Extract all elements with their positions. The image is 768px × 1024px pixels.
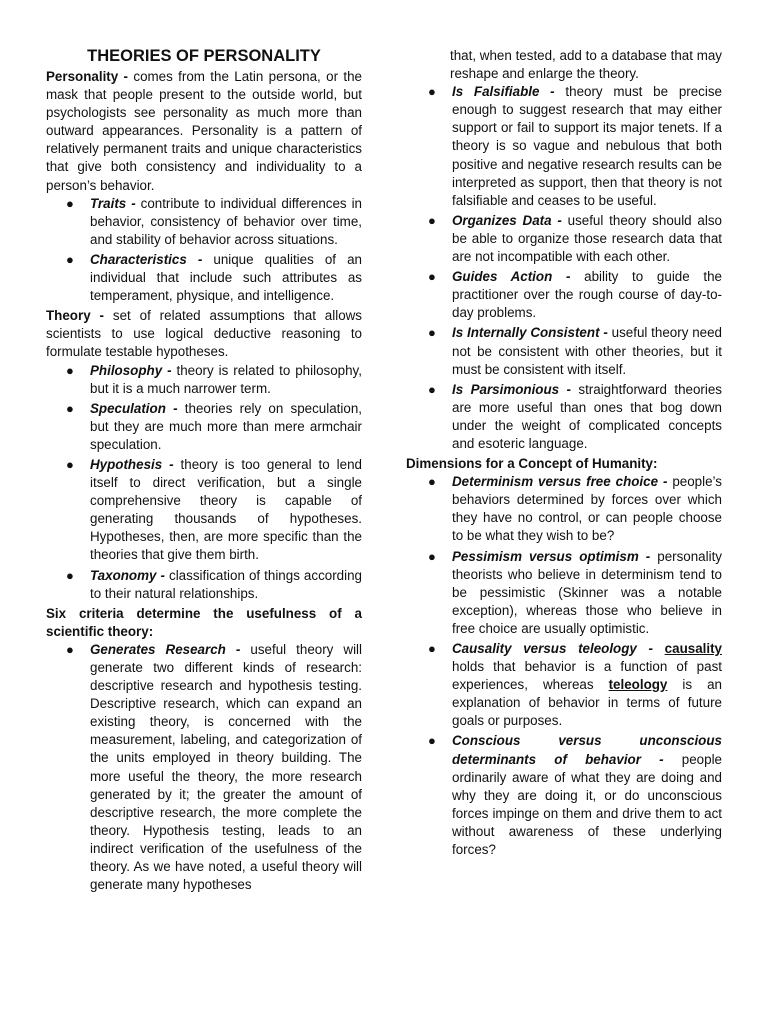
item-text: unique qualities of an individual that include such attributes as temperament, physique, and intelligence.	[90, 251, 362, 304]
list-item: ● Speculation - theories rely on speculation, but they are much more than mere armchair speculation.	[66, 400, 362, 452]
criteria-heading: Six criteria determine the usefulness of a scientific theory:	[46, 605, 362, 639]
list-item: ● Characteristics - unique qualities of an individual that include such attributes as temperament, physique, and intelligence.	[66, 251, 362, 304]
list-item: ● Is Falsifiable - theory must be precise enough to suggest research that may either support or fail to support its major tenets. If a theory is so vague and nebulous that both positive and negative research results can be interpreted as support, then that theory is not falsifiable and ceases to be useful.	[428, 84, 722, 208]
list-item: ● Philosophy - theory is related to philosophy, but it is a much narrower term.	[66, 362, 362, 396]
dimensions-list	[406, 473, 722, 859]
list-item: ● Hypothesis - theory is too general to lend itself to direct verification, but a single comprehensive theory is capable of generating thousands of hypotheses. Hypotheses, then, are more specific than the theories that give them birth.	[66, 456, 362, 563]
document-title: THEORIES OF PERSONALITY	[87, 47, 321, 65]
item-text: classification of things according to their natural relationships.	[90, 567, 362, 601]
item-text: useful theory should also be able to organize those research data that are not incompatible with each other.	[452, 212, 722, 265]
item-term: Traits -	[90, 195, 136, 211]
right-column	[406, 47, 722, 861]
criteria-continuation: that, when tested, add to a database that may reshape and enlarge the theory.	[450, 48, 722, 82]
left-column	[46, 46, 362, 896]
item-text: holds that behavior is a function of past experiences, whereas	[452, 659, 722, 693]
list-item: ● Is Parsimonious - straightforward theories are more useful than ones that bog down under the weight of complicated concepts and esoteric language.	[428, 381, 722, 451]
item-text: personality theorists who believe in determinism tend to be pessimistic (Skinner was a notable exception), whereas those who believe in free choice are usually optimistic.	[452, 548, 723, 636]
list-item: ● Traits - contribute to individual differences in behavior, consistency of behavior over time, and stability of behavior across situations.	[66, 195, 362, 247]
list-item: ● Guides Action - ability to guide the practitioner over the rough course of day-to-day problems.	[428, 269, 723, 321]
item-text: useful theory will generate two different kinds of research: descriptive research and hypothesis testing. Descriptive research, which can expand an existing theory, is concerned with the measurement, labeling, and categorization of the units employed in theory building. The more useful the theory, the more research generated by it; the greater the amount of descriptive research, the more complete the theory. Hypothesis testing, leads to an indirect verification of the usefulness of the theory. As we have noted, a useful theory will generate many hypotheses	[90, 641, 362, 893]
personality-text: comes from the Latin persona, or the mask that people present to the outside world, but psychologists see personality as much more than outward appearances. Personality is a pattern of relatively permanent traits and unique characteristics that give both consistency and individuality to a person’s behavior.	[46, 69, 362, 193]
item-term: Generates Research -	[90, 641, 241, 657]
item-text: theory is too general to lend itself to direct verification, but a single comprehensive theory is capable of generating thousands of hypotheses. Hypotheses, then, are more specific than the theories that give them birth.	[90, 456, 362, 563]
item-text: is an explanation of behavior in terms of future goals or purposes.	[452, 677, 722, 729]
item-term: Is Falsifiable -	[452, 84, 555, 100]
item-text: ability to guide the practitioner over the rough course of day-to-day problems.	[452, 269, 723, 321]
item-text: theories rely on speculation, but they are much more than mere armchair speculation.	[90, 400, 362, 452]
item-text: theory must be precise enough to suggest research that may either support or fail to support its major tenets. If a theory is so vague and nebulous that both positive and negative research results can be interpreted as support, then that theory is not falsifiable and ceases to be useful.	[452, 84, 722, 208]
item-term: Characteristics -	[90, 251, 203, 267]
item-term: Speculation -	[90, 400, 178, 416]
item-term: Is Internally Consistent -	[452, 325, 608, 341]
item-term: Taxonomy -	[90, 567, 165, 583]
criteria-list-right	[406, 83, 722, 453]
list-item: ● Conscious versus unconscious determinants of behavior - people ordinarily aware of what they are doing and why they are doing it, or do unconscious forces impinge on them and drive them to act without awareness of these underlying forces?	[428, 733, 723, 858]
list-item: ● Taxonomy - classification of things according to their natural relationships.	[66, 567, 362, 601]
item-text: contribute to individual differences in behavior, consistency of behavior over time, and stability of behavior across situations.	[90, 195, 362, 247]
item-term: Causality versus teleology -	[452, 641, 653, 656]
personality-list	[46, 195, 362, 306]
causality-keyword: causality	[664, 641, 722, 656]
criteria-list-left	[46, 641, 362, 894]
theory-definition	[46, 307, 362, 361]
theory-list	[46, 362, 362, 603]
item-text: straightforward theories are more useful than ones that bog down under the weight of complicated concepts and esoteric language.	[452, 381, 722, 451]
list-item: ● Causality versus teleology - causality holds that behavior is a function of past experiences, whereas teleology is an explanation of behavior in terms of future goals or purposes.	[428, 641, 722, 729]
list-item: ● Pessimism versus optimism - personality theorists who believe in determinism tend to be pessimistic (Skinner was a notable exception), whereas those who believe in free choice are usually optimistic.	[428, 548, 723, 636]
item-term: Pessimism versus optimism -	[452, 548, 651, 564]
item-text: people’s behaviors determined by forces over which they have no control, or can people choose to be what they wish to be?	[452, 474, 722, 544]
item-term: Is Parsimonious -	[452, 381, 571, 397]
list-item: ● Generates Research - useful theory will generate two different kinds of research: descriptive research and hypothesis testing. Descriptive research, which can expand an existing theory, is concerned with the measurement, labeling, and categorization of the units employed in theory building. The more useful the theory, the more research generated by it; the greater the amount of descriptive research, the more complete the theory. Hypothesis testing, leads to an indirect verification of the usefulness of the theory. As we have noted, a useful theory will generate many hypotheses	[66, 641, 362, 893]
list-item: ● Is Internally Consistent - useful theory need not be consistent with other theories, but it must be consistent with itself.	[428, 325, 723, 377]
personality-term: Personality -	[46, 69, 129, 84]
dimensions-heading: Dimensions for a Concept of Humanity:	[406, 456, 658, 472]
item-term: Determinism versus free choice -	[452, 474, 668, 490]
list-item: ● Determinism versus free choice - people’s behaviors determined by forces over which they have no control, or can people choose to be what they wish to be?	[428, 474, 722, 544]
item-term: Philosophy -	[90, 362, 172, 378]
theory-term: Theory -	[46, 308, 104, 324]
personality-definition	[46, 68, 362, 195]
teleology-keyword: teleology	[608, 677, 668, 693]
list-item: ● Organizes Data - useful theory should also be able to organize those research data that are not incompatible with each other.	[428, 212, 722, 265]
item-text: useful theory need not be consistent with other theories, but it must be consistent with itself.	[452, 325, 723, 377]
item-term: Hypothesis -	[90, 456, 174, 472]
item-text: people ordinarily aware of what they are doing and why they are doing it, or do unconscious forces impinge on them and drive them to act without awareness of these underlying forces?	[452, 751, 723, 858]
theory-text: set of related assumptions that allows scientists to use logical deductive reasoning to formulate testable hypotheses.	[46, 308, 363, 360]
item-term: Organizes Data -	[452, 212, 562, 228]
item-text: theory is related to philosophy, but it is a much narrower term.	[90, 362, 362, 396]
item-term: Guides Action -	[452, 269, 571, 285]
item-term: Conscious versus unconscious determinants of behavior -	[452, 733, 722, 767]
